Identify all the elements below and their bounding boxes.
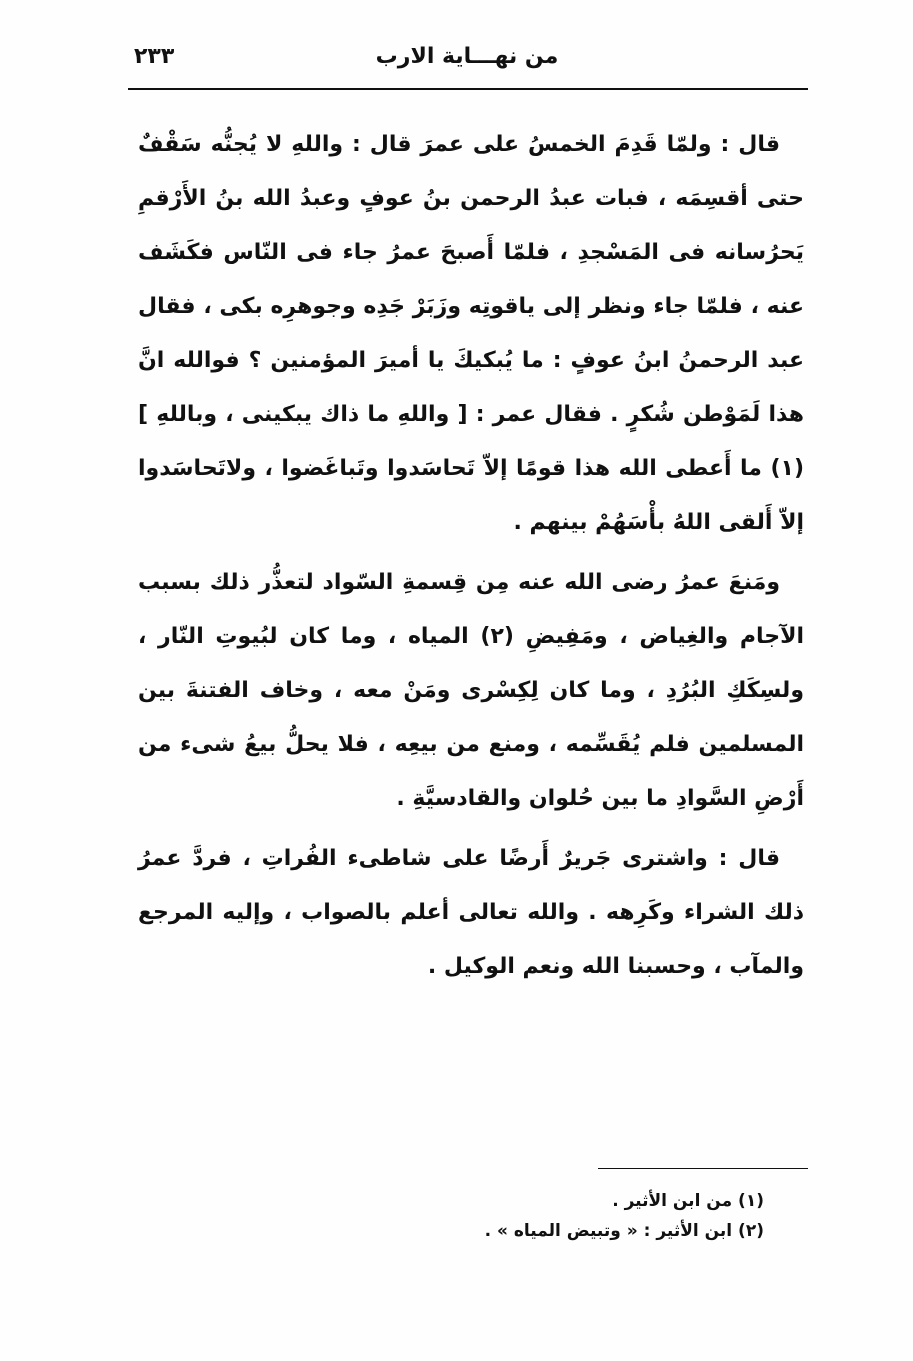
footnotes [380, 1186, 764, 1246]
page-number: ٢٣٣ [134, 44, 175, 69]
paragraph-1: قال : ولمّا قَدِمَ الخمسُ على عمرَ قال : واللهِ لا يُجنُّه سَقْفٌ حتى أقسِمَه ، فبات عبدُ الرحمن بنُ عوفٍ وعبدُ الله بنُ الأَرْقمِ يَحرُسانه فى المَسْجدِ ، فلمّا أَصبحَ عمرُ جاء فى النّاس فكَشَف عنه ، فلمّا جاء ونظر إلى ياقوتِه وزَبَرْ جَدِه وجوهرِه بكى ، فقال عبد الرحمنُ ابنُ عوفٍ : ما يُبكيكَ يا أميرَ المؤمنين ؟ فوالله انَّ هذا لَمَوْطن شُكرٍ . فقال عمر : [ واللهِ ما ذاك يبكينى ، وباللهِ ] (١) ما أَعطى الله هذا قومًا إلاّ تَحاسَدوا وتَباغَضوا ، ولاتَحاسَدوا إلاّ أَلقى اللهُ بأْسَهُمْ بينهم . [138, 132, 804, 535]
footnote-2: (٢) ابن الأثير : « وتبيض المياه » . [484, 1221, 764, 1241]
running-title: من نهـــاية الارب [375, 44, 559, 69]
main-text [138, 118, 804, 1000]
header-rule [128, 88, 808, 90]
footnote-rule [598, 1168, 808, 1169]
paragraph-3: قال : واشترى جَريرٌ أَرضًا على شاطىء الفُراتِ ، فردَّ عمرُ ذلك الشراء وكَرِهه . والله تعالى أعلم بالصواب ، وإليه المرجع والمآب ، وحسبنا الله ونعم الوكيل . [138, 846, 804, 979]
paragraph-2: ومَنعَ عمرُ رضى الله عنه مِن قِسمةِ السّواد لتعذُّر ذلك بسبب الآجام والغِياض ، ومَفِيضِ (٢) المياه ، وما كان لبُيوتِ النّار ، ولسِكَكِ البُرُدِ ، وما كان لِكِسْرى ومَنْ معه ، وخاف الفتنةَ بين المسلمين فلم يُقَسِّمه ، ومنع من بيعِه ، فلا يحلُّ بيعُ شىء من أَرْضِ السَّوادِ ما بين حُلوان والقادسيَّةِ . [138, 570, 804, 811]
footnote-1: (١) من ابن الأثير . [612, 1191, 764, 1211]
running-header [128, 40, 806, 86]
